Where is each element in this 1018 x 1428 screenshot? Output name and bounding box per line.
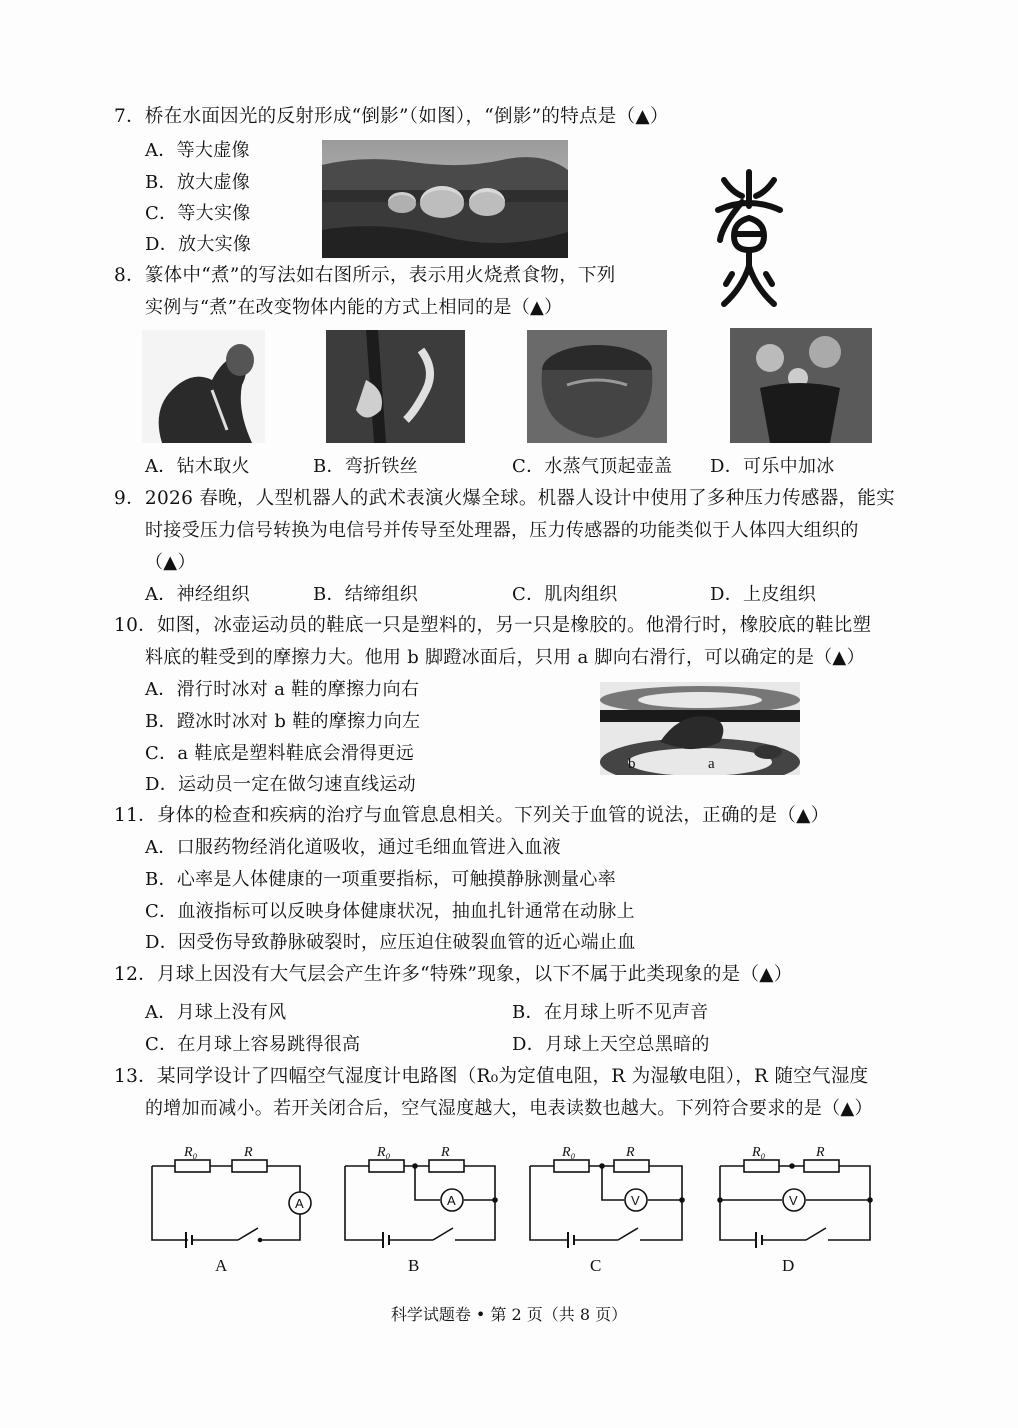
q7-option-c: C．等大实像 [145,203,251,224]
circuit-b-r-label: R [441,1145,450,1160]
q8-option-d: D．可乐中加冰 [710,456,835,477]
q10-option-d: D．运动员一定在做匀速直线运动 [145,774,416,795]
q11-option-c: C．血液指标可以反映身体健康状况，抽血扎针通常在动脉上 [145,901,635,922]
q11-option-d: D．因受伤导致静脉破裂时，应压迫住破裂血管的近心端止血 [145,932,636,953]
q9-line3: （▲） [145,552,196,573]
circuit-c-r0-label: R₀ [562,1145,576,1160]
page-footer: 科学试题卷 • 第 2 页（共 8 页） [390,1305,628,1324]
circuit-b [337,1140,512,1250]
q8-option-a: A．钻木取火 [145,456,250,477]
circuit-d [710,1140,885,1250]
circuit-caption-b: B [408,1256,420,1275]
q9-option-c: C．肌肉组织 [512,584,618,605]
circuit-b-r0-label: R₀ [377,1145,391,1160]
q13-line1: 13．某同学设计了四幅空气湿度计电路图（R₀为定值电阻，R 为湿敏电阻），R 随空气湿度 [114,1066,869,1087]
q9-line2: 时接受压力信号转换为电信号并传导至处理器，压力传感器的功能类似于人体四大组织的 [145,520,859,541]
circuit-c-r-label: R [626,1145,635,1160]
q7-option-d: D．放大实像 [145,234,252,255]
q11-option-a: A．口服药物经消化道吸收，通过毛细血管进入血液 [145,837,561,858]
q12-stem: 12．月球上因没有大气层会产生许多“特殊”现象，以下不属于此类现象的是（▲） [114,964,793,985]
q9-option-d: D．上皮组织 [710,584,817,605]
photo-drill-fire [142,330,265,443]
q10-option-a: A．滑行时冰对 a 鞋的摩擦力向右 [145,679,420,700]
q12-option-b: B．在月球上听不见声音 [512,1002,709,1023]
bridge-reflection-photo [322,140,568,258]
circuit-caption-c: C [590,1256,602,1275]
circuit-caption-a: A [215,1256,228,1275]
q11-option-b: B．心率是人体健康的一项重要指标，可触摸静脉测量心率 [145,869,617,890]
q13-line2: 的增加而减小。若开关闭合后，空气湿度越大，电表读数也越大。下列符合要求的是（▲） [145,1098,873,1119]
circuit-a [140,1140,315,1250]
q9-line1: 9．2026 春晚，人型机器人的武术表演火爆全球。机器人设计中使用了多种压力传感器，能实 [114,488,895,509]
photo-bend-wire [326,330,465,443]
curling-photo [600,682,800,775]
voltmeter-label: V [789,1193,798,1208]
ammeter-label: A [295,1196,304,1211]
q8-option-c: C．水蒸气顶起壶盖 [512,456,673,477]
q8-stem-line2: 实例与“煮”在改变物体内能的方式上相同的是（▲） [145,297,563,318]
circuit-a-r0-label: R₀ [184,1145,198,1160]
ammeter-label: A [447,1193,456,1208]
circuit-d-r-label: R [816,1145,825,1160]
q12-option-d: D．月球上天空总黑暗的 [512,1034,710,1055]
curling-label-b: b [628,756,636,772]
curling-label-a: a [708,756,715,772]
q10-line2: 料底的鞋受到的摩擦力大。他用 b 脚蹬冰面后，只用 a 脚向右滑行，可以确定的是（▲） [145,647,865,668]
q7-option-a: A．等大虚像 [145,140,250,161]
q8-stem-line1: 8．篆体中“煮”的写法如右图所示，表示用火烧煮食物，下列 [114,265,616,286]
q9-option-b: B．结缔组织 [313,584,419,605]
q10-option-c: C．a 鞋底是塑料鞋底会滑得更远 [145,743,415,764]
circuit-caption-d: D [782,1256,795,1275]
q8-option-b: B．弯折铁丝 [313,456,419,477]
seal-script-zhu-image [712,166,786,312]
circuit-c [522,1140,697,1250]
photo-cola-ice [730,328,872,443]
q10-option-b: B．蹬冰时冰对 b 鞋的摩擦力向左 [145,711,421,732]
circuit-d-r0-label: R₀ [752,1145,766,1160]
q12-option-a: A．月球上没有风 [145,1002,287,1023]
q10-line1: 10．如图，冰壶运动员的鞋底一只是塑料的，另一只是橡胶的。他滑行时，橡胶底的鞋比塑 [114,615,872,636]
q12-option-c: C．在月球上容易跳得很高 [145,1034,361,1055]
q11-stem: 11．身体的检查和疾病的治疗与血管息息相关。下列关于血管的说法，正确的是（▲） [114,805,830,826]
voltmeter-label: V [631,1193,640,1208]
circuit-a-r-label: R [244,1145,253,1160]
photo-steam-lid [527,330,667,443]
q7-option-b: B．放大虚像 [145,172,251,193]
q9-option-a: A．神经组织 [145,584,250,605]
q7-stem: 7．桥在水面因光的反射形成“倒影”（如图），“倒影”的特点是（▲） [114,106,669,127]
